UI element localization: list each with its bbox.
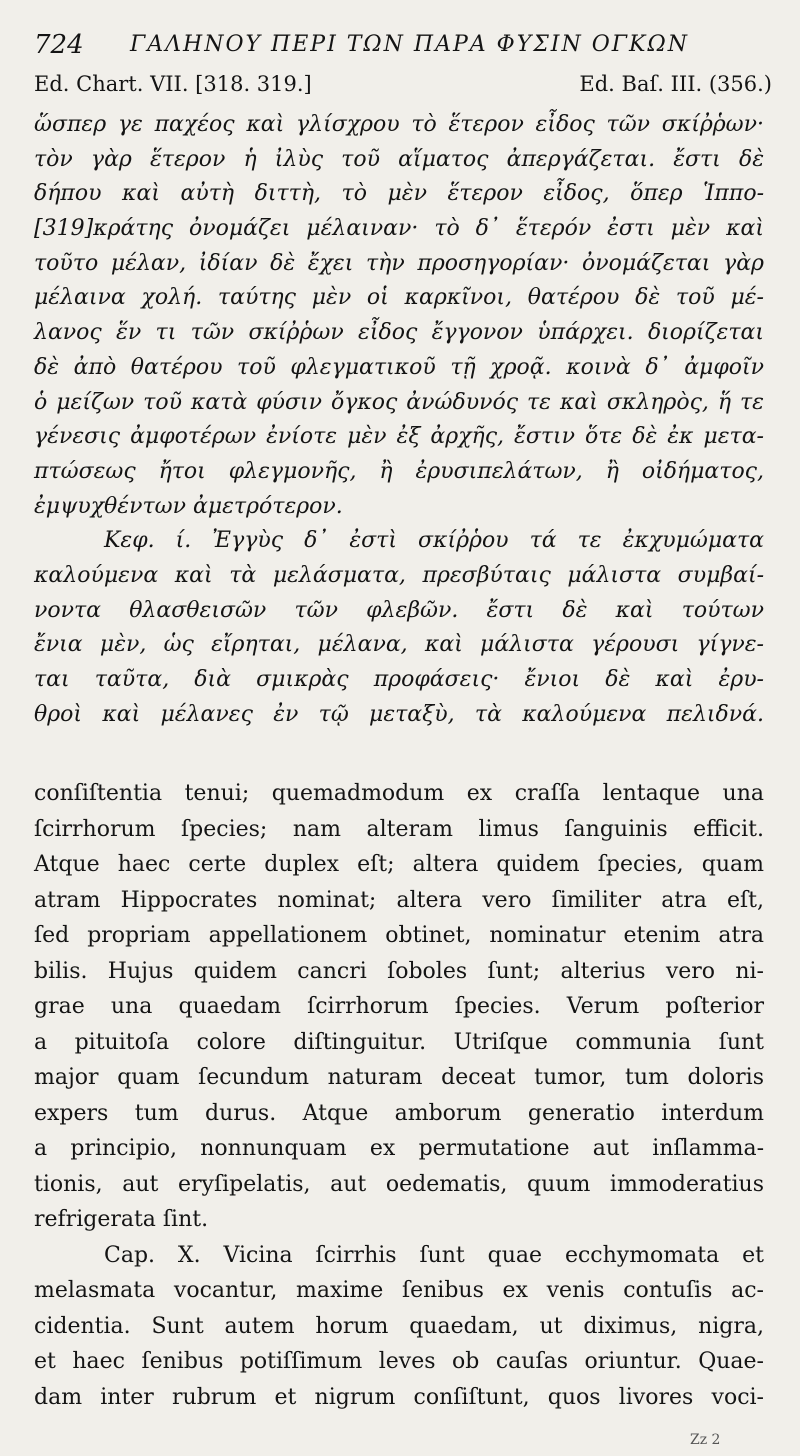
greek-line: γένεσις ἀμφοτέρων ἐνίοτε μὲν ἐξ ἀρχῆς, ἔστιν ὅτε δὲ ἐκ μετα- xyxy=(34,424,764,450)
greek-chapter-heading-line: Κεφ. ί. Ἐγγὺς δ᾽ ἐστὶ σκίῤῥου τά τε ἐκχυμώματα xyxy=(104,528,764,554)
latin-line: melasmata vocantur, maxime ſenibus ex venis contuſis ac- xyxy=(34,1278,764,1303)
page-header xyxy=(34,22,774,96)
latin-line: Atque haec certe duplex eſt; altera quidem ſpecies, quam xyxy=(34,852,764,877)
greek-line: τὸν γὰρ ἕτερον ἡ ἰλὺς τοῦ αἵματος ἀπεργάζεται. ἔστι δὲ xyxy=(34,146,764,172)
latin-line: conſiſtentia tenui; quemadmodum ex craſſa lentaque una xyxy=(34,781,764,806)
greek-line: καλούμενα καὶ τὰ μελάσματα, πρεσβύταις μάλιστα συμβαί- xyxy=(34,562,764,588)
greek-line: θροὶ καὶ μέλανες ἐν τῷ μεταξὺ, τὰ καλούμενα πελιδνά. xyxy=(34,701,764,727)
latin-text-block xyxy=(34,776,764,1415)
greek-line: [319]κράτης ὀνομάζει μέλαιναν· τὸ δ᾽ ἕτερόν ἐστι μὲν καὶ xyxy=(34,216,764,242)
greek-text-block xyxy=(34,108,764,732)
latin-line: major quam ſecundum naturam deceat tumor, tum doloris xyxy=(34,1065,764,1090)
edition-reference-left: Ed. Chart. VII. [318. 319.] xyxy=(34,72,312,96)
greek-line: λανος ἕν τι τῶν σκίῤῥων εἶδος ἔγγονον ὑπάρχει. διορίζεται xyxy=(34,320,764,346)
greek-line: πτώσεως ἤτοι φλεγμονῆς, ἢ ἐρυσιπελάτων, ἢ οἰδήματος, xyxy=(34,458,764,484)
latin-line: bilis. Hujus quidem cancri ſoboles ſunt; alterius vero ni- xyxy=(34,958,764,984)
running-title: ΓΑΛΗΝΟΥ ΠΕΡΙ ΤΩΝ ΠΑΡΑ ΦΥΣΙΝ ΟΓΚΩΝ xyxy=(130,32,689,57)
latin-line: dam inter rubrum et nigrum conſiſtunt, quos livores voci- xyxy=(34,1384,764,1410)
latin-line: refrigerata ſint. xyxy=(34,1207,209,1232)
greek-line: δήπου καὶ αὐτὴ διττὴ, τὸ μὲν ἕτερον εἶδος, ὅπερ Ἱππο- xyxy=(34,181,764,207)
latin-line: a pituitoſa colore diſtinguitur. Utriſque communia ſunt xyxy=(34,1029,764,1055)
greek-line: ὥσπερ γε παχέος καὶ γλίσχρου τὸ ἕτερον εἶδος τῶν σκίῤῥων· xyxy=(34,112,764,137)
greek-line: δὲ ἀπὸ θατέρου τοῦ φλεγματικοῦ τῇ χροᾷ. κοινὰ δ᾽ ἀμφοῖν xyxy=(34,354,764,380)
latin-line: cidentia. Sunt autem horum quaedam, ut diximus, nigra, xyxy=(34,1313,764,1339)
edition-reference-right: Ed. Baſ. III. (356.) xyxy=(579,72,772,96)
page-number: 724 xyxy=(34,30,84,60)
latin-line: ſcirrhorum ſpecies; nam alteram limus ſanguinis efficit. xyxy=(34,816,764,842)
latin-line: grae una quaedam ſcirrhorum ſpecies. Verum poſterior xyxy=(34,994,764,1019)
greek-line: ται ταῦτα, διὰ σμικρὰς προφάσεις· ἔνιοι δὲ καὶ ἐρυ- xyxy=(34,667,764,692)
latin-line: expers tum durus. Atque amborum generatio interdum xyxy=(34,1100,764,1126)
greek-line: ὁ μείζων τοῦ κατὰ φύσιν ὄγκος ἀνώδυνός τε καὶ σκληρὸς, ἥ τε xyxy=(34,389,764,415)
signature-mark: Zz 2 xyxy=(690,1432,721,1448)
greek-line: ἔνια μὲν, ὡς εἴρηται, μέλανα, καὶ μάλιστα γέρουσι γίγνε- xyxy=(34,632,764,658)
latin-line: a principio, nonnunquam ex permutatione aut inſlamma- xyxy=(34,1136,764,1161)
latin-line: et haec ſenibus potiſſimum leves ob cauſas oriuntur. Quae- xyxy=(34,1349,764,1374)
latin-chapter-heading-line: Cap. X. Vicina ſcirrhis ſunt quae ecchymomata et xyxy=(104,1242,764,1268)
greek-line: ἐμψυχθέντων ἀμετρότερον. xyxy=(34,493,343,519)
latin-line: tionis, aut eryſipelatis, aut oedematis, quum immoderatius xyxy=(34,1171,764,1197)
latin-line: atram Hippocrates nominat; altera vero ſimiliter atra eſt, xyxy=(34,887,764,913)
greek-line: τοῦτο μέλαν, ἰδίαν δὲ ἔχει τὴν προσηγορίαν· ὀνομάζεται γὰρ xyxy=(34,250,764,276)
latin-line: ſed propriam appellationem obtinet, nominatur etenim atra xyxy=(34,923,764,948)
greek-line: νοντα θλασθεισῶν τῶν φλεβῶν. ἔστι δὲ καὶ τούτων xyxy=(34,597,764,623)
greek-line: μέλαινα χολή. ταύτης μὲν οἱ καρκῖνοι, θατέρου δὲ τοῦ μέ- xyxy=(34,285,764,311)
